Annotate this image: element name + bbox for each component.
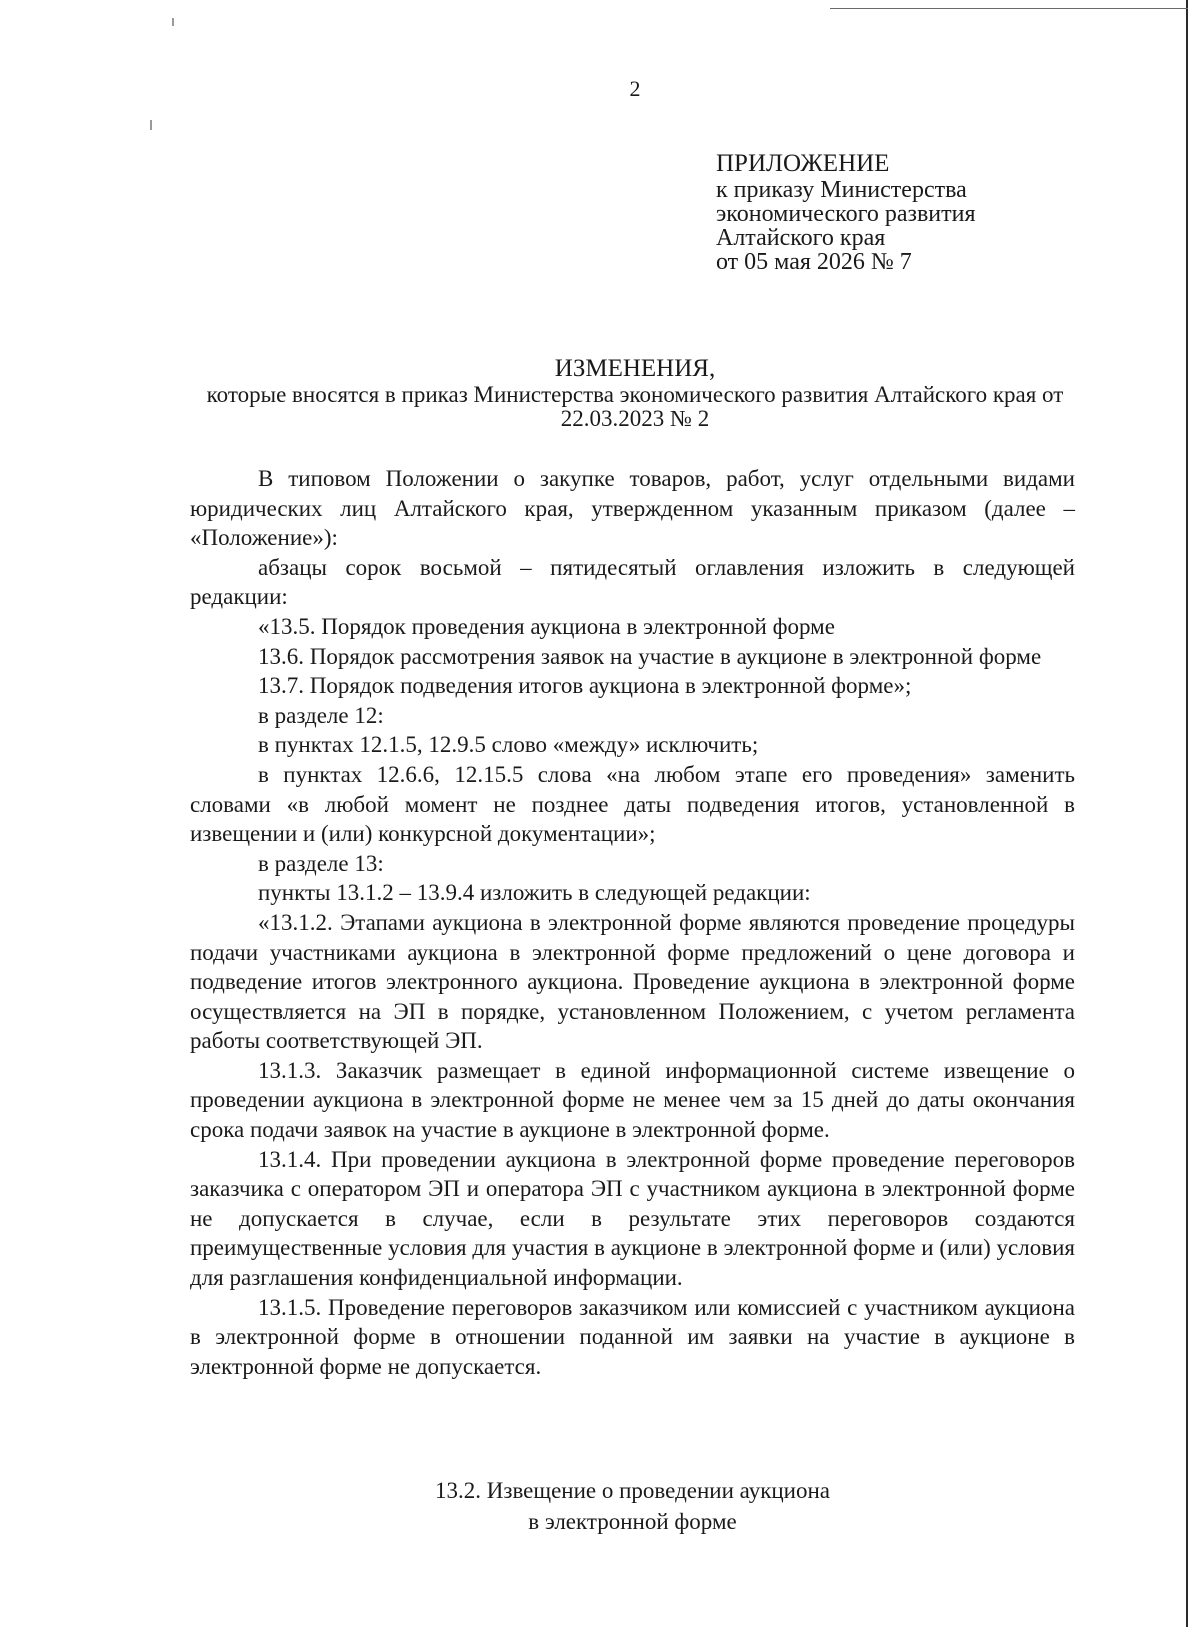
paragraph-13-1-4: 13.1.4. При проведении аукциона в электронной форме проведение переговоров заказчика с оператором ЭП и оператора ЭП с участником аукциона в электронной форме не допускается в случае, если в результате этих переговоров создаются преимущественные условия для участия в аукционе в электронной форме и (или) условия для разглашения конфиденциальной информации. xyxy=(190,1146,1075,1291)
paragraph: 13.6. Порядок рассмотрения заявок на участие в аукционе в электронной форме xyxy=(258,643,1042,669)
paragraph-intro: В типовом Положении о закупке товаров, работ, услуг отдельными видами юридических лиц Алтайского края, утвержденном указанным приказом (далее – «Положение»): xyxy=(190,466,1075,551)
paragraph-13-1-3: 13.1.3. Заказчик размещает в единой информационной системе извещение о проведении аукциона в электронной форме не менее чем за 15 дней до даты окончания срока подачи заявок на участие в аукционе в электронной форме. xyxy=(190,1057,1075,1143)
paragraph: в разделе 13: xyxy=(258,850,384,876)
appendix-line: экономического развития xyxy=(716,201,976,227)
appendix-line: Алтайского края xyxy=(716,225,886,251)
appendix-title: ПРИЛОЖЕНИЕ xyxy=(716,150,890,177)
paragraph-13-1-5: 13.1.5. Проведение переговоров заказчиком или комиссией с участником аукциона в электронной форме в отношении поданной им заявки на участие в аукционе в электронной форме не допускается. xyxy=(190,1294,1075,1379)
document-body xyxy=(190,464,1075,1381)
appendix-line: от 05 мая 2026 № 7 xyxy=(716,249,912,275)
document-subtitle: которые вносятся в приказ Министерства экономического развития Алтайского края от 22.03.2023 № 2 xyxy=(206,382,1064,431)
paragraph: пункты 13.1.2 – 13.9.4 изложить в следующей редакции: xyxy=(258,880,811,906)
document-title-block xyxy=(190,355,1080,431)
page-number: 2 xyxy=(629,76,641,101)
paragraph: «13.5. Порядок проведения аукциона в электронной форме xyxy=(258,613,835,639)
paragraph: абзацы сорок восьмой – пятидесятый оглавления изложить в следующей редакции: xyxy=(190,554,1075,610)
scan-speck xyxy=(150,120,152,130)
paragraph: 13.7. Порядок подведения итогов аукциона в электронной форме»; xyxy=(258,673,912,699)
section-heading-line: 13.2. Извещение о проведении аукциона xyxy=(435,1478,830,1503)
paragraph: в пунктах 12.1.5, 12.9.5 слово «между» исключить; xyxy=(258,732,759,758)
scan-border-top xyxy=(830,8,1188,9)
paragraph-13-1-2: «13.1.2. Этапами аукциона в электронной форме являются проведение процедуры подачи участниками аукциона в электронной форме предложений о цене договора и подведение итогов электронного аукциона. Проведение аукциона в электронной форме осуществляется на ЭП в порядке, установленном Положением, с учетом регламента работы соответствующей ЭП. xyxy=(190,909,1075,1054)
document-title: ИЗМЕНЕНИЯ, xyxy=(554,355,716,382)
appendix-line: к приказу Министерства xyxy=(716,177,967,203)
paragraph: в разделе 12: xyxy=(258,702,384,728)
section-heading xyxy=(190,1475,1075,1537)
paragraph: в пунктах 12.6.6, 12.15.5 слова «на любом этапе его проведения» заменить словами «в любой момент не позднее даты подведения итогов, установленной в извещении и (или) конкурсной документации»; xyxy=(190,761,1075,847)
section-heading-line: в электронной форме xyxy=(528,1509,737,1534)
appendix-block xyxy=(716,150,976,274)
scan-border-right xyxy=(1186,0,1188,1627)
scan-speck xyxy=(172,18,174,26)
